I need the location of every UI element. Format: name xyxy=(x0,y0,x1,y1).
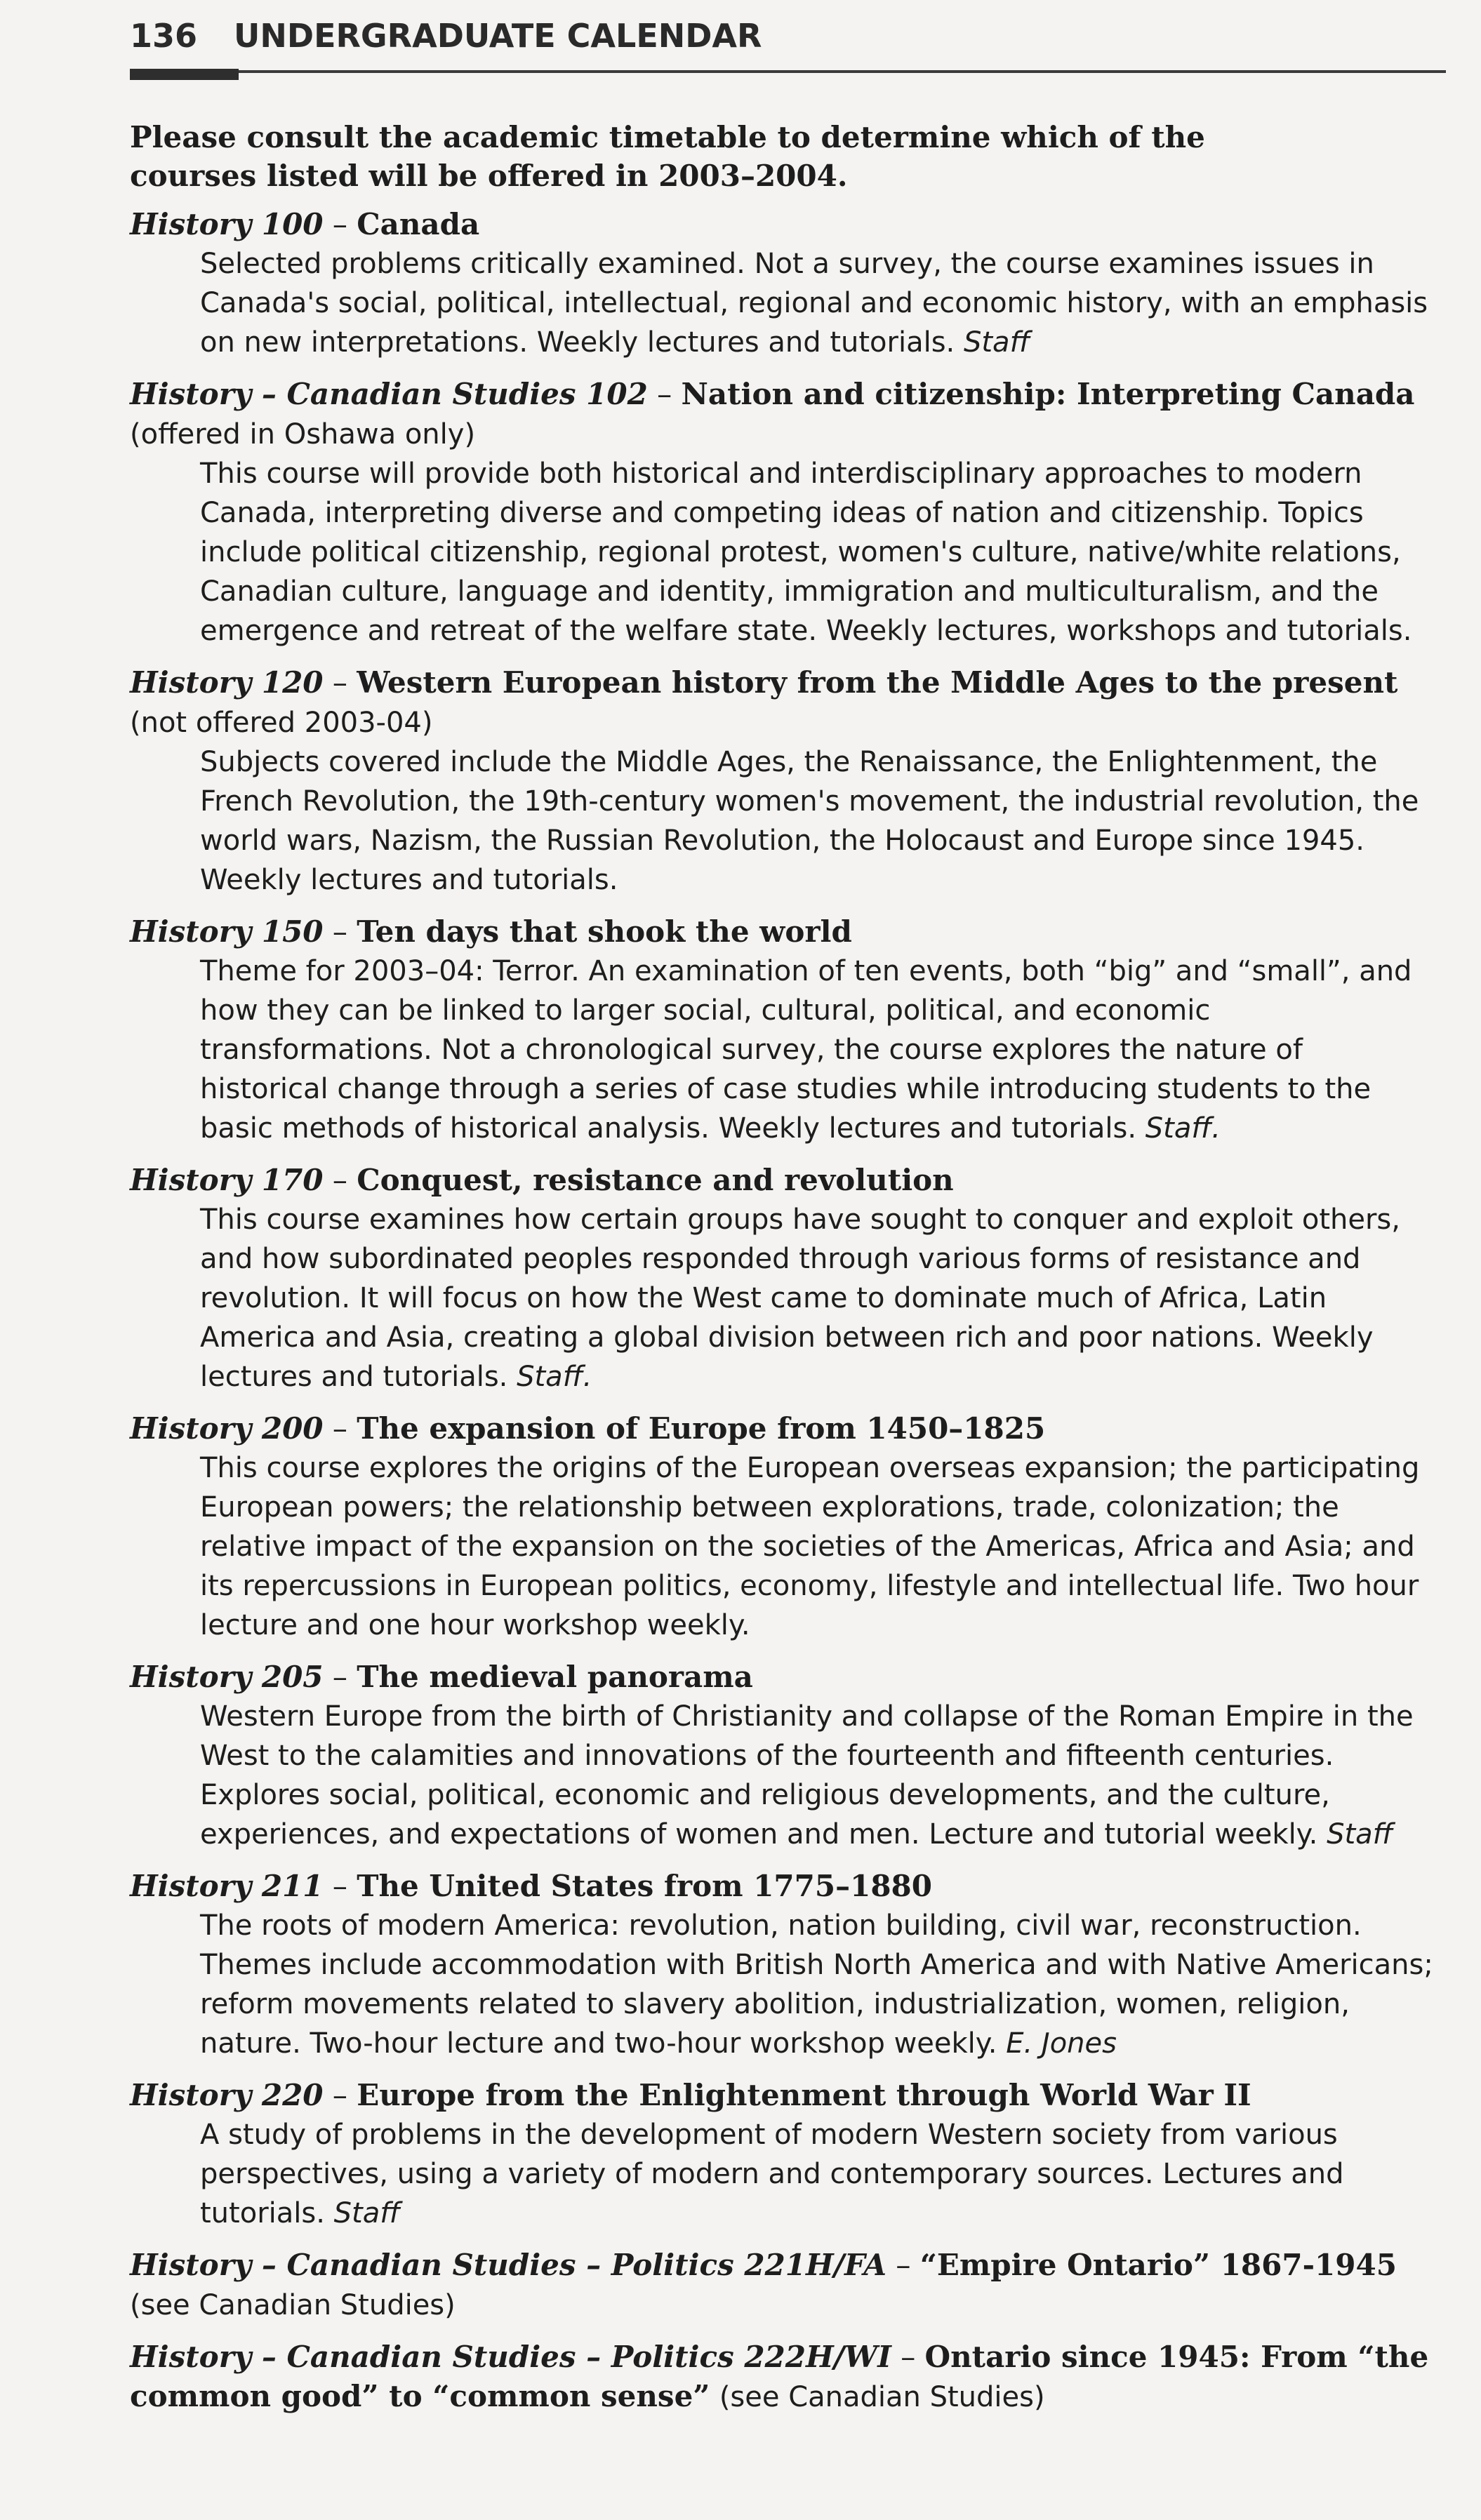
course-description xyxy=(130,1906,1442,2063)
course-code: History 211 xyxy=(130,1869,324,1903)
course-description xyxy=(130,1200,1442,1396)
course-description xyxy=(130,244,1442,362)
course-instructor: E. Jones xyxy=(1006,2027,1117,2060)
course-heading: History 205 – The medieval panorama xyxy=(130,1660,753,1694)
course-heading: History 211 – The United States from 1775–1880 xyxy=(130,1869,932,1903)
course-code: History 150 xyxy=(130,914,324,949)
course-description-text: Subjects covered include the Middle Ages, the Renaissance, the Enlightenment, the French Revolution, the 19th-century women's movement, the industrial revolution, the world wars, Nazism, the Russian Revolution, the Holocaust and Europe since 1945. Weekly lectures and tutorials. xyxy=(200,746,1419,896)
course-list xyxy=(130,205,1442,2417)
course-heading: History – Canadian Studies – Politics 221H/FA – “Empire Ontario” 1867-1945 (see Canadian Studies) xyxy=(130,2248,1397,2321)
course-entry xyxy=(130,1409,1442,1645)
course-instructor: Staff. xyxy=(517,1361,592,1393)
course-heading: History – Canadian Studies 102 – Nation and citizenship: Interpreting Canada (offered in Oshawa only) xyxy=(130,377,1415,451)
course-instructor: Staff xyxy=(963,326,1030,359)
course-listing xyxy=(130,118,1442,2429)
page-number: 136 xyxy=(130,17,198,55)
course-note: (see Canadian Studies) xyxy=(719,2381,1045,2413)
course-description xyxy=(130,1448,1442,1645)
course-heading: History – Canadian Studies – Politics 222H/WI – Ontario since 1945: From “the common good” to “common sense” (see Canadian Studies) xyxy=(130,2340,1429,2413)
course-entry xyxy=(130,1658,1442,1854)
course-title: Ten days that shook the world xyxy=(357,914,852,949)
course-code: History 205 xyxy=(130,1660,324,1694)
course-note: (not offered 2003-04) xyxy=(130,707,433,739)
course-title: Western European history from the Middle Ages to the present xyxy=(357,665,1398,700)
course-description-text: This course examines how certain groups have sought to conquer and exploit others, and how subordinated peoples responded through various forms of resistance and revolution. It will focus on how the West came to dominate much of Africa, Latin America and Asia, creating a global division between rich and poor nations. Weekly lectures and tutorials. xyxy=(200,1204,1400,1393)
course-title: Conquest, resistance and revolution xyxy=(357,1163,954,1197)
course-note: (offered in Oshawa only) xyxy=(130,418,476,451)
course-instructor: Staff xyxy=(333,2197,401,2229)
header-rule-block xyxy=(130,69,239,80)
course-entry xyxy=(130,663,1442,900)
course-code: History 120 xyxy=(130,665,324,700)
course-title: The United States from 1775–1880 xyxy=(357,1869,932,1903)
intro-note: Please consult the academic timetable to determine which of the courses listed will be offered in 2003–2004. xyxy=(130,120,1205,193)
course-code: History 220 xyxy=(130,2078,324,2112)
header-rule xyxy=(130,70,1446,73)
course-description xyxy=(130,952,1442,1148)
course-entry xyxy=(130,2246,1442,2325)
course-description-text: Selected problems critically examined. Not a survey, the course examines issues in Canada's social, political, intellectual, regional and economic history, with an emphasis on new interpretations. Weekly lectures and tutorials. xyxy=(200,248,1428,359)
course-heading: History 170 – Conquest, resistance and revolution xyxy=(130,1163,954,1197)
course-description xyxy=(130,742,1442,900)
running-title: UNDERGRADUATE CALENDAR xyxy=(234,17,762,55)
course-entry xyxy=(130,2076,1442,2233)
course-heading: History 200 – The expansion of Europe from 1450–1825 xyxy=(130,1411,1046,1446)
course-code: History – Canadian Studies 102 xyxy=(130,377,648,411)
course-title: Canada xyxy=(357,207,480,241)
course-title: Ontario since 1945: From “the common good” to “common sense” xyxy=(130,2340,1429,2413)
course-description-text: Theme for 2003–04: Terror. An examination of ten events, both “big” and “small”, and how they can be linked to larger social, cultural, political, and economic transformations. Not a chronological survey, the course explores the nature of historical change through a series of case studies while introducing students to the basic methods of historical analysis. Weekly lectures and tutorials. xyxy=(200,955,1412,1145)
course-entry xyxy=(130,1161,1442,1396)
course-code: History – Canadian Studies – Politics 222H/WI xyxy=(130,2340,891,2374)
course-description-text: Western Europe from the birth of Christianity and collapse of the Roman Empire in the West to the calamities and innovations of the fourteenth and fifteenth centuries. Explores social, political, economic and religious developments, and the culture, experiences, and expectations of women and men. Lecture and tutorial weekly. xyxy=(200,1700,1414,1851)
course-heading: History 150 – Ten days that shook the world xyxy=(130,914,852,949)
course-entry xyxy=(130,2338,1442,2417)
course-description xyxy=(130,2115,1442,2233)
course-description-text: This course will provide both historical and interdisciplinary approaches to modern Canada, interpreting diverse and competing ideas of nation and citizenship. Topics include political citizenship, regional protest, women's culture, native/white relations, Canadian culture, language and identity, immigration and multiculturalism, and the emergence and retreat of the welfare state. Weekly lectures, workshops and tutorials. xyxy=(200,458,1412,647)
course-entry xyxy=(130,375,1442,651)
course-description-text: A study of problems in the development of modern Western society from various perspectives, using a variety of modern and contemporary sources. Lectures and tutorials. xyxy=(200,2119,1344,2229)
running-head xyxy=(130,17,762,55)
course-entry xyxy=(130,912,1442,1148)
course-heading: History 220 – Europe from the Enlightenment through World War II xyxy=(130,2078,1251,2112)
course-entry xyxy=(130,1867,1442,2063)
course-note: (see Canadian Studies) xyxy=(130,2289,456,2321)
course-title: The expansion of Europe from 1450–1825 xyxy=(357,1411,1046,1446)
course-title: “Empire Ontario” 1867-1945 xyxy=(919,2248,1397,2282)
course-title: Europe from the Enlightenment through World War II xyxy=(357,2078,1251,2112)
course-description xyxy=(130,1697,1442,1854)
course-description xyxy=(130,454,1442,651)
course-heading: History 120 – Western European history from the Middle Ages to the present (not offered 2003-04) xyxy=(130,665,1398,739)
course-description-text: This course explores the origins of the European overseas expansion; the participating European powers; the relationship between explorations, trade, colonization; the relative impact of the expansion on the societies of the Americas, Africa and Asia; and its repercussions in European politics, economy, lifestyle and intellectual life. Two hour lecture and one hour workshop weekly. xyxy=(200,1452,1420,1641)
course-code: History 100 xyxy=(130,207,324,241)
course-instructor: Staff. xyxy=(1145,1112,1221,1145)
course-description-text: The roots of modern America: revolution, nation building, civil war, reconstruction. Themes include accommodation with British North America and with Native Americans; reform movements related to slavery abolition, industrialization, women, religion, nature. Two-hour lecture and two-hour workshop weekly. xyxy=(200,1909,1433,2060)
course-entry xyxy=(130,205,1442,362)
course-title: Nation and citizenship: Interpreting Canada xyxy=(681,377,1415,411)
course-code: History 170 xyxy=(130,1163,324,1197)
course-instructor: Staff xyxy=(1327,1818,1393,1851)
course-code: History – Canadian Studies – Politics 221H/FA xyxy=(130,2248,886,2282)
course-heading: History 100 – Canada xyxy=(130,207,480,241)
course-code: History 200 xyxy=(130,1411,324,1446)
course-title: The medieval panorama xyxy=(357,1660,753,1694)
